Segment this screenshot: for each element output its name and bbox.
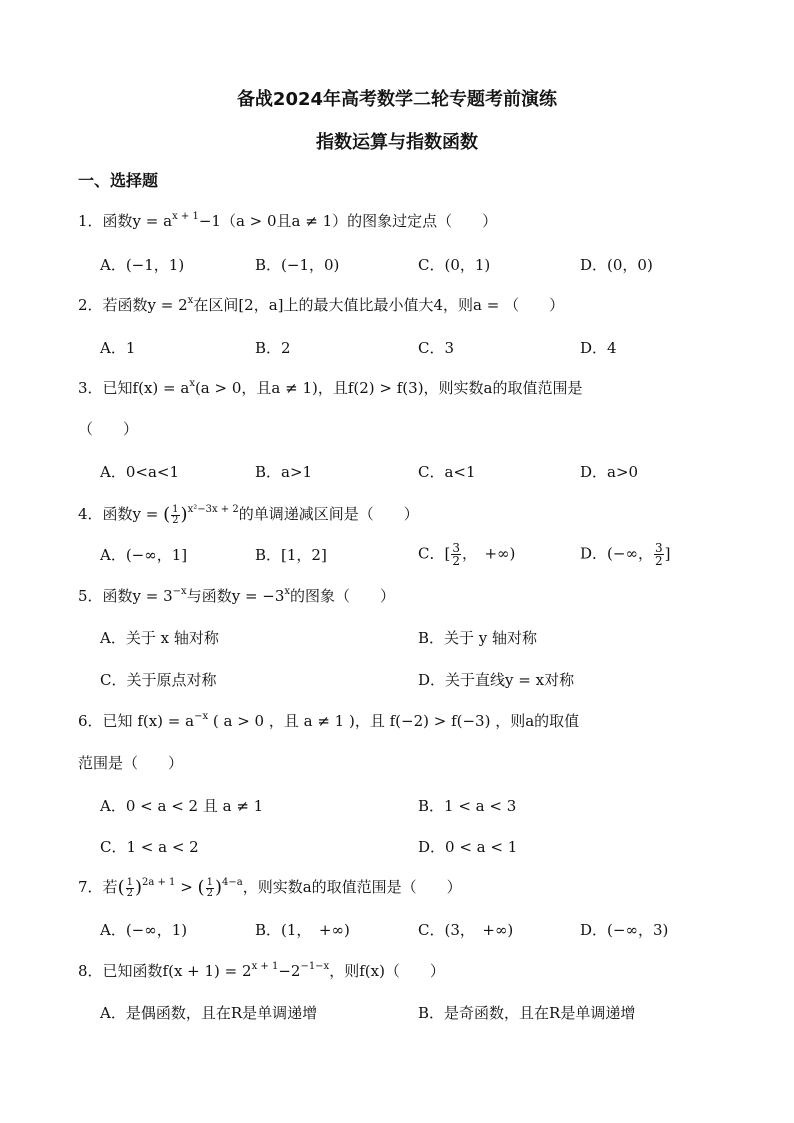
question-6-stem: 6．已知 $f(x) = a^{-x}$ ( a > 0 ，且 a ≠ 1 )，且 f(−2) > f(−3) ，则a的取值 xyxy=(78,711,580,730)
question-8-option-a: A．是偶函数，且在R是单调递增 xyxy=(100,1004,318,1022)
question-1-option-b: B．(−1，0) xyxy=(255,256,340,274)
section-heading: 一、选择题 xyxy=(78,171,159,190)
question-6-option-b: B．1 < a < 3 xyxy=(418,797,517,815)
question-5-option-d: D．关于直线y = x对称 xyxy=(418,671,575,689)
question-3-option-b: B．a>1 xyxy=(255,463,313,481)
question-4-stem: 4．函数y = ( $\frac{1}{2}$ )$^{x^2-3x + 2}$的单调递减区间是（ ） xyxy=(78,503,419,526)
question-7-option-a: A．(−∞，1) xyxy=(100,921,188,939)
question-6-option-d: D．0 < a < 1 xyxy=(418,838,518,856)
question-4-option-c: C．[ $\frac{3}{2}$ ， +∞) xyxy=(418,541,516,568)
question-7-option-d: D．(−∞，3) xyxy=(580,921,669,939)
question-3-stem-continued: （ ） xyxy=(78,420,139,438)
document-title: 备战2024年高考数学二轮专题考前演练 xyxy=(236,89,558,110)
question-1-stem: 1．函数$y = a^{x + 1}-1(a > 0$且a ≠ 1）的图象过定点（ ） xyxy=(78,211,498,230)
question-4-option-d: D．(−∞， $\frac{3}{2}$ ] xyxy=(580,541,671,568)
question-8-option-b: B．是奇函数，且在R是单调递增 xyxy=(418,1004,636,1022)
question-7-option-c: C．(3， +∞) xyxy=(418,921,514,939)
question-8-stem: 8．已知函数$f(x + 1) = 2^{x + 1}-2^{-1-x}$，则f(x)（ ） xyxy=(78,961,445,980)
question-7-option-b: B．(1， +∞) xyxy=(255,921,350,939)
question-2-stem: 2．若函数$y = 2^x$在区间[2，a]上的最大值比最小值大4，则a = （ ） xyxy=(78,295,565,314)
question-3-option-a: A．0<a<1 xyxy=(100,463,179,481)
question-4-option-a: A．(−∞，1] xyxy=(100,546,188,564)
fraction-three-halves: $\frac{3}{2}$ xyxy=(452,541,460,568)
fraction-one-half: $\frac{1}{2}$ xyxy=(126,876,133,899)
question-1-option-a: A．(−1，1) xyxy=(100,256,185,274)
question-3-option-c: C．a<1 xyxy=(418,463,476,481)
question-3-stem: 3．已知$f(x) = a^x(a > 0$，且a ≠ 1)，且f(2) > f(3)，则实数a的取值范围是 xyxy=(78,378,583,397)
question-6-option-a: A．0 < a < 2 且 a ≠ 1 xyxy=(100,797,264,815)
question-7-stem: 7．若( $\frac{1}{2}$ )$^{2a + 1}$ > ( $\frac{1}{2}$ )$^{4-a}$，则实数a的取值范围是（ ） xyxy=(78,876,462,899)
question-2-option-a: A．1 xyxy=(100,339,136,357)
question-6-option-c: C．1 < a < 2 xyxy=(100,838,199,856)
question-2-option-c: C．3 xyxy=(418,339,455,357)
question-5-option-c: C．关于原点对称 xyxy=(100,671,217,689)
question-4-option-b: B．[1，2] xyxy=(255,546,327,564)
question-5-option-b: B．关于 y 轴对称 xyxy=(418,629,538,647)
question-5-stem: 5．函数$y = 3^{-x}$与函数$y = -3^x$的图象（ ） xyxy=(78,586,396,605)
question-2-option-d: D．4 xyxy=(580,339,617,357)
fraction-three-halves: $\frac{3}{2}$ xyxy=(654,541,663,568)
fraction-one-half: $\frac{1}{2}$ xyxy=(206,876,213,899)
question-1-option-c: C．(0，1) xyxy=(418,256,491,274)
question-3-option-d: D．a>0 xyxy=(580,463,639,481)
question-6-stem-continued: 范围是（ ） xyxy=(78,754,184,772)
fraction-one-half: $\frac{1}{2}$ xyxy=(172,503,179,526)
question-1-option-d: D．(0，0) xyxy=(580,256,653,274)
question-5-option-a: A．关于 x 轴对称 xyxy=(100,629,219,647)
document-subtitle: 指数运算与指数函数 xyxy=(316,132,478,153)
question-2-option-b: B．2 xyxy=(255,339,291,357)
